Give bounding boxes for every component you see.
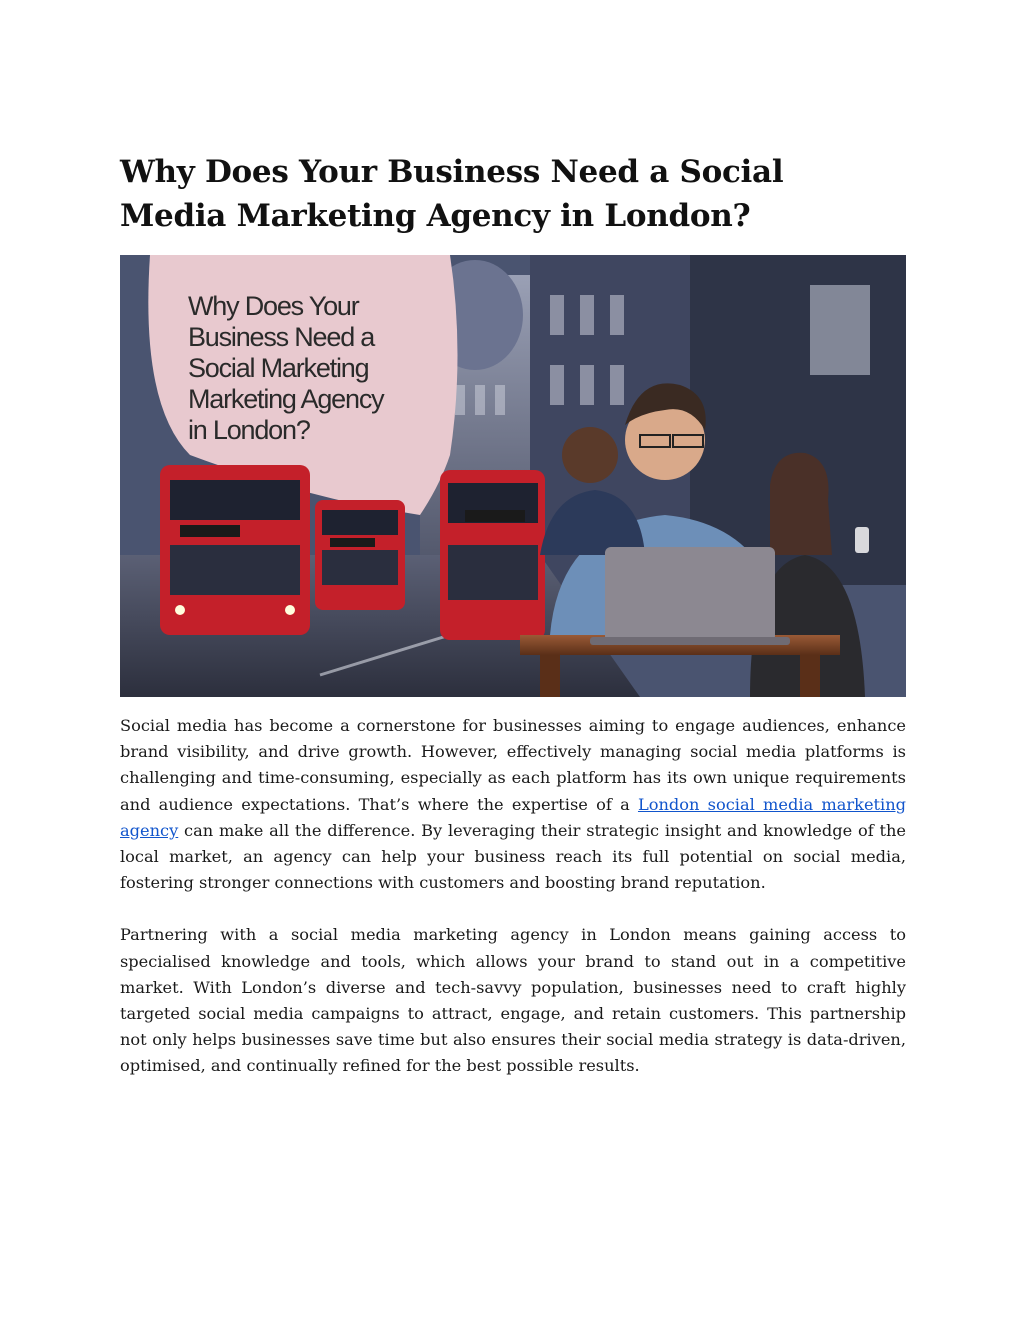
bus-right bbox=[440, 470, 545, 640]
bus-left bbox=[160, 465, 310, 635]
article-body bbox=[120, 713, 906, 1080]
agency-link[interactable]: London social media marketing agency bbox=[120, 794, 907, 840]
hero-image bbox=[120, 255, 906, 697]
paragraph-2: Partnering with a social media marketing agency in London means gaining access to specialised knowledge and tools, which allows your brand to stand out in a competitive market. With London’s diverse and tech-savvy population, businesses need to craft highly targeted social media campaigns to attract, engage, and retain customers. This partnership not only helps businesses save time but also ensures their social media strategy is data-driven, optimised, and continually refined for the best possible results. bbox=[120, 925, 906, 1076]
paragraph-1 bbox=[120, 713, 906, 896]
paragraph-1-text-after: can make all the difference. By leveraging their strategic insight and knowledge of the local market, an agency can help your business reach its full potential on social media, fostering stronger connections with customers and boosting brand reputation. bbox=[120, 820, 906, 893]
paragraph-1-text-before: Social media has become a cornerstone for businesses aiming to engage audiences, enhance brand visibility, and drive growth. However, effectively managing social media platforms is challenging and time-consuming, especially as each platform has its own unique requirements and audience expectations. That’s where the expertise of a bbox=[120, 716, 906, 814]
article bbox=[120, 150, 906, 1106]
bus-middle bbox=[315, 500, 405, 610]
hero-overlay-text: Why Does Your Business Need a Social Marketing Marketing Agency in London? bbox=[188, 291, 384, 445]
article-title: Why Does Your Business Need a Social Media Marketing Agency in London? bbox=[120, 154, 784, 234]
